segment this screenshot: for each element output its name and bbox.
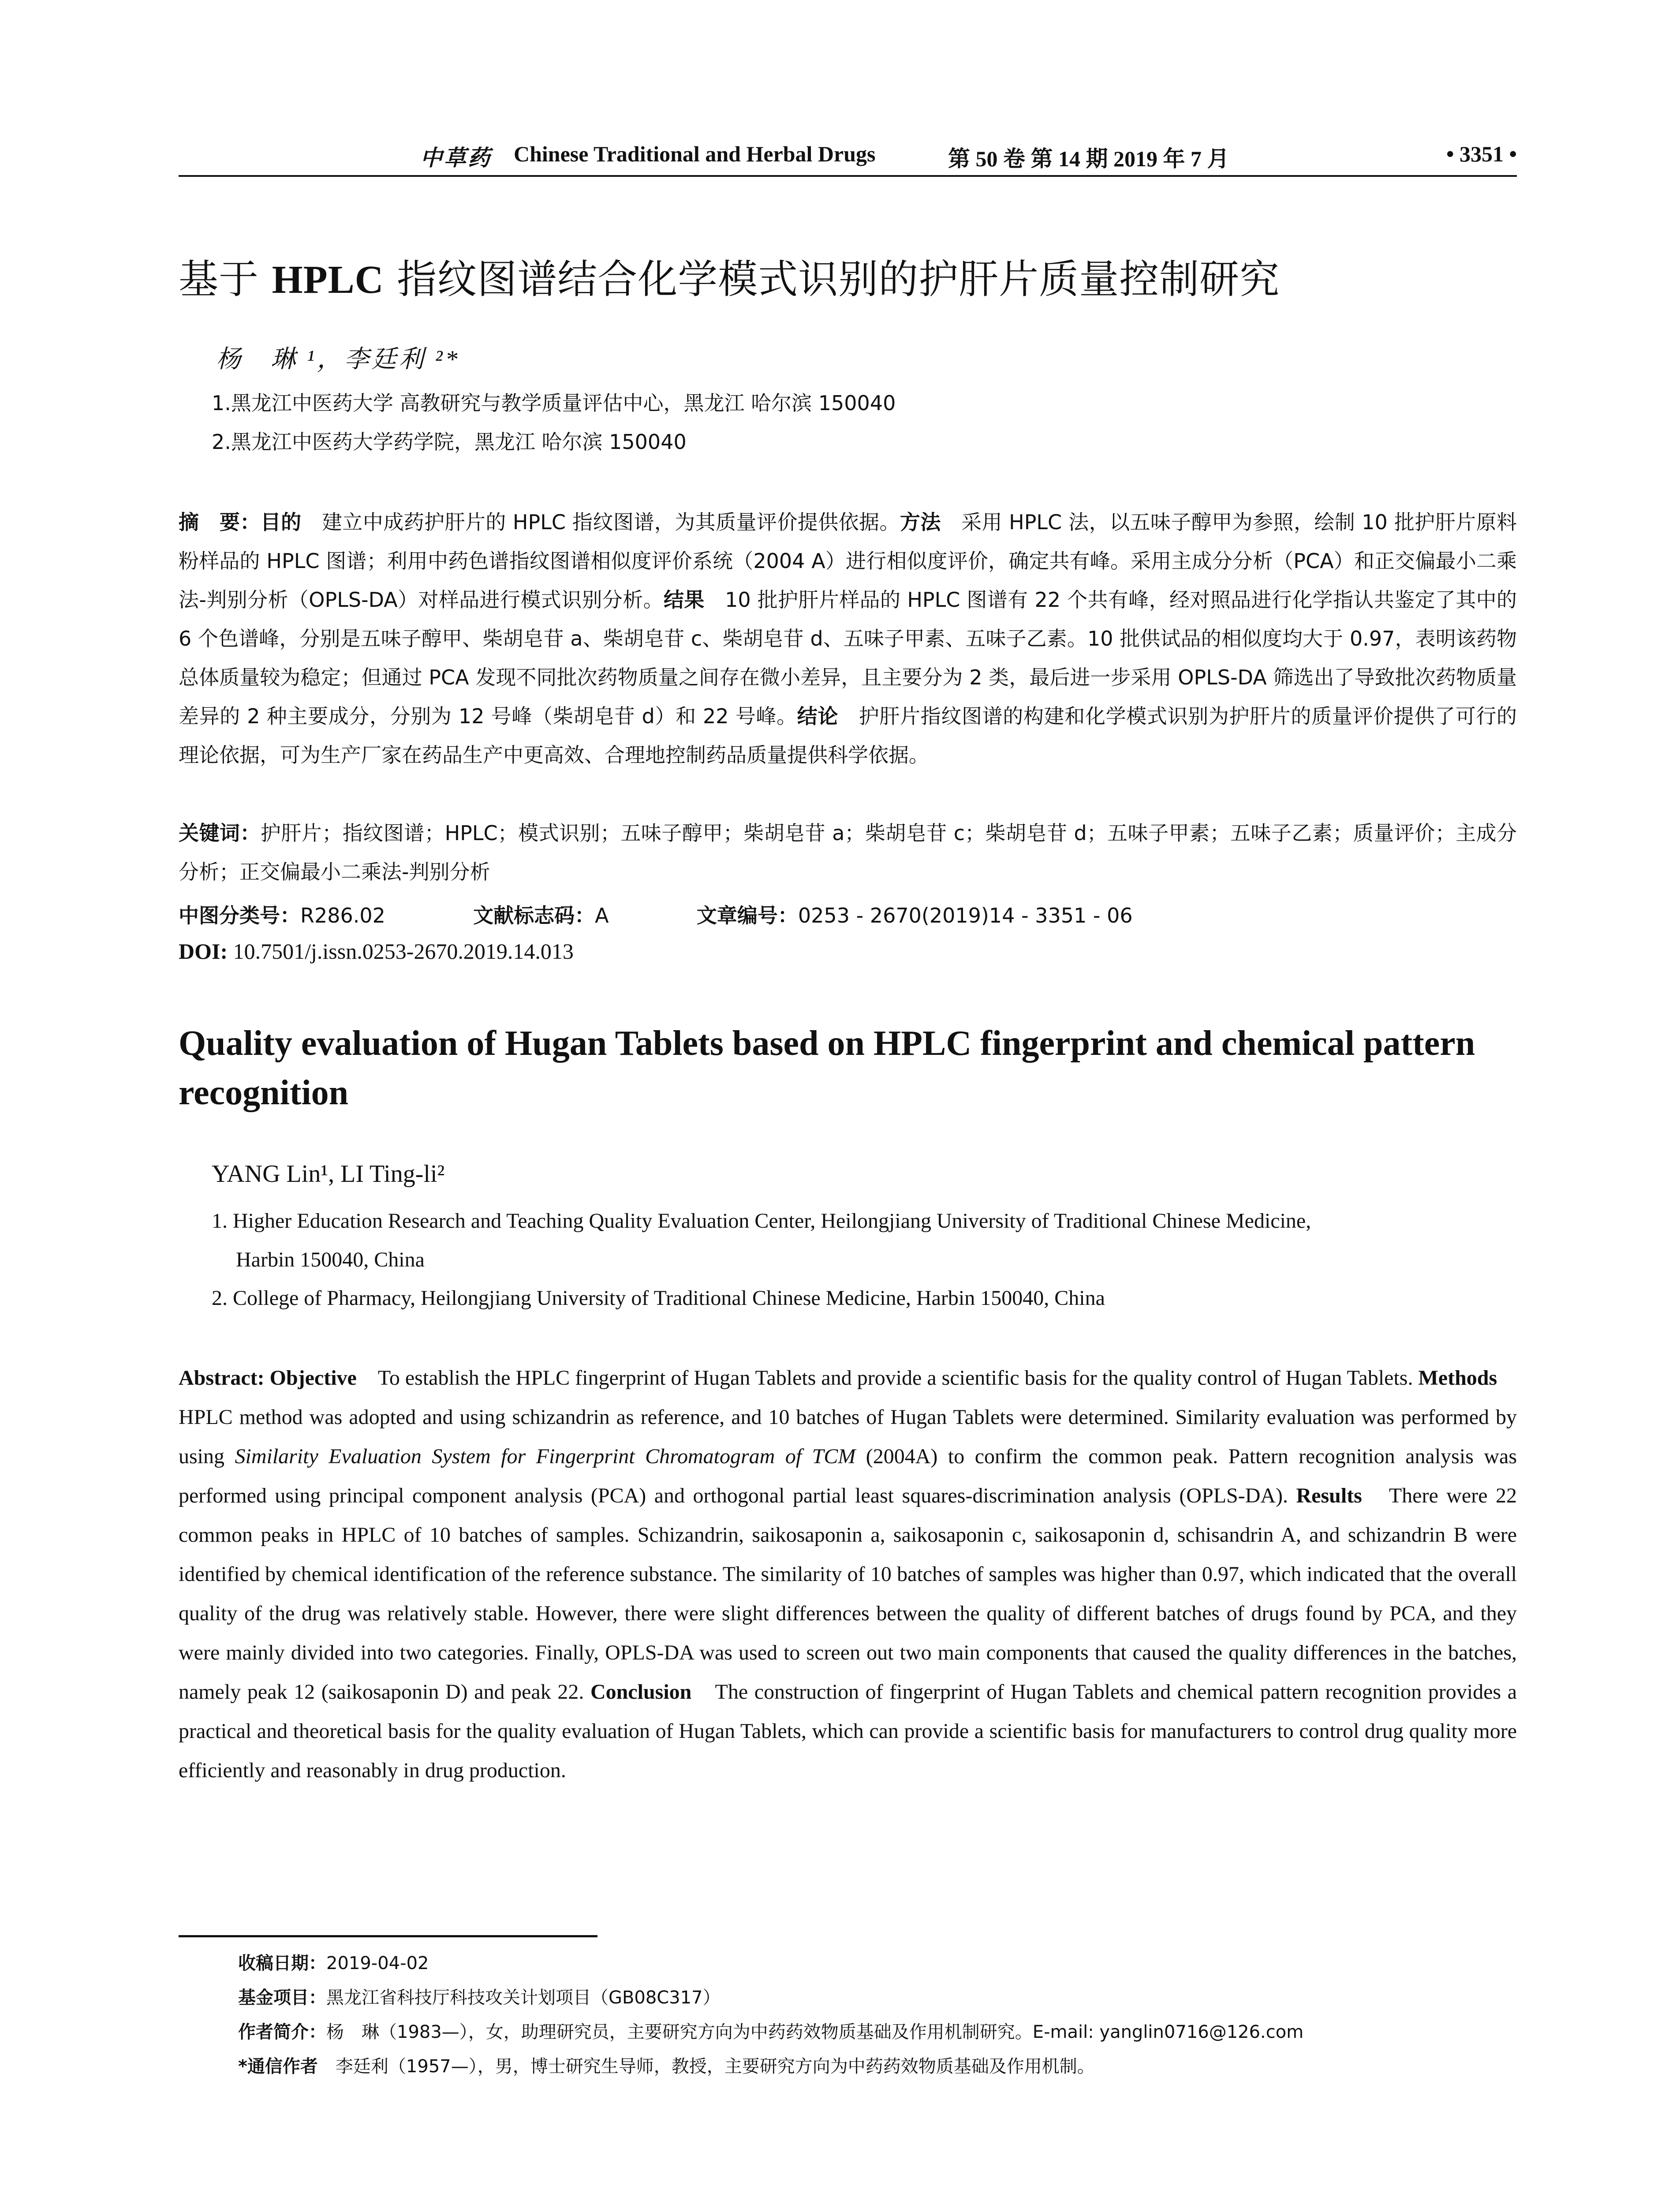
english-abstract: Abstract: Objective To establish the HPLC fingerprint of Hugan Tablets and provide a scientific basis for the quality control of Hugan Tablets. Methods HPLC method was adopted and using schizandrin as reference, and 10 batches of Hugan Tablets were determined. Similarity evaluation was performed by using Similarity Evaluation System for Fingerprint Chromatogram of TCM (2004A) to confirm the common peak. Pattern recognition analysis was performed using principal component analysis (PCA) and orthogonal partial least squares-discrimination analysis (OPLS-DA). Results There were 22 common peaks in HPLC of 10 batches of samples. Schizandrin, saikosaponin a, saikosaponin c, saikosaponin d, schisandrin A, and schizandrin B were identified by chemical identification of the reference substance. The similarity of 10 batches of samples was higher than 0.97, which indicated that the overall quality of the drug was relatively stable. However, there were slight differences between the quality of different batches of drugs found by PCA, and they were mainly divided into two categories. Finally, OPLS-DA was used to screen out two main components that caused the quality differences in the batches, namely peak 12 (saikosaponin D) and peak 22. Conclusion The construction of fingerprint of Hugan Tablets and chemical pattern recognition provides a practical and theoretical basis for the quality evaluation of Hugan Tablets, which can provide a scientific basis for manufacturers to control drug quality more efficiently and reasonably in drug production. [179,1366,1519,1782]
chinese-abstract: 摘 要：目的 建立中成药护肝片的 HPLC 指纹图谱，为其质量评价提供依据。方法 采用 HPLC 法，以五味子醇甲为参照，绘制 10 批护肝片原料粉样品的 HPLC 图谱；利用中药色谱指纹图谱相似度评价系统（2004 A）进行相似度评价，确定共有峰。采用主成分分析（PCA）和正交偏最小二乘法-判别分析（OPLS-DA）对样品进行模式识别分析。结果 10 批护肝片样品的 HPLC 图谱有 22 个共有峰，经对照品进行化学指认共鉴定了其中的 6 个色谱峰，分别是五味子醇甲、柴胡皂苷 a、柴胡皂苷 c、柴胡皂苷 d、五味子甲素、五味子乙素。10 批供试品的相似度均大于 0.97，表明该药物总体质量较为稳定；但通过 PCA 发现不同批次药物质量之间存在微小差异，且主要分为 2 类，最后进一步采用 OPLS-DA 筛选出了导致批次药物质量差异的 2 种主要成分，分别为 12 号峰（柴胡皂苷 d）和 22 号峰。结论 护肝片指纹图谱的构建和化学模式识别为护肝片的质量评价提供了可行的理论依据，可为生产厂家在药品生产中更高效、合理地控制药品质量提供科学依据。 [179,510,1517,767]
chinese-keywords: 关键词：护肝片；指纹图谱；HPLC；模式识别；五味子醇甲；柴胡皂苷 a；柴胡皂苷 c；柴胡皂苷 d；五味子甲素；五味子乙素；质量评价；主成分分析；正交偏最小二乘法-判别分析 [179,821,1517,884]
english-title: Quality evaluation of Hugan Tablets based on HPLC fingerprint and chemical pattern recognition [179,1024,1475,1112]
chinese-affiliation-2: 2.黑龙江中医药大学药学院，黑龙江 哈尔滨 150040 [212,430,687,454]
doi-line: DOI: 10.7501/j.issn.0253-2670.2019.14.013 [179,939,574,964]
english-affiliation-2: 2. College of Pharmacy, Heilongjiang University of Traditional Chinese Medicine, Harbin 150040, China [212,1286,1105,1310]
chinese-affiliation-1: 1.黑龙江中医药大学 高教研究与教学质量评估中心，黑龙江 哈尔滨 150040 [212,391,896,415]
english-affiliation-1: 1. Higher Education Research and Teaching Quality Evaluation Center, Heilongjiang University of Traditional Chinese Medicine, Harbin 150040, China [212,1209,1311,1271]
chinese-authors: 杨 琳 ¹，李廷利 ²* [216,346,460,373]
classification-line: 中图分类号：R286.02 文献标志码：A 文章编号：0253 - 2670(2019)14 - 3351 - 06 [179,904,1133,927]
journal-name: Chinese Traditional and Herbal Drugs [514,142,876,166]
page-number: • 3351 • [1446,142,1517,166]
header-rule [179,175,1517,177]
footnote-rule [179,1935,597,1937]
issue-info: 第 50 卷 第 14 期 2019 年 7 月 [948,146,1229,171]
footnote-funding: 基金项目：黑龙江省科技厅科技攻关计划项目（GB08C317） [238,1988,721,2008]
english-authors: YANG Lin¹, LI Ting-li² [212,1160,445,1188]
running-header [179,140,1517,171]
chinese-title: 基于 HPLC 指纹图谱结合化学模式识别的护肝片质量控制研究 [179,256,1280,303]
footnote-received: 收稿日期：2019-04-02 [238,1953,429,1973]
footnote-corresponding: *通信作者 李廷利（1957—），男，博士研究生导师，教授，主要研究方向为中药药效物质基础及作用机制。 [238,2056,1095,2077]
footnote-author-bio: 作者简介：杨 琳（1983—），女，助理研究员，主要研究方向为中药药效物质基础及作用机制研究。E-mail: yanglin0716@126.com [238,2022,1304,2042]
journal-logo: 中草药 [420,146,492,170]
